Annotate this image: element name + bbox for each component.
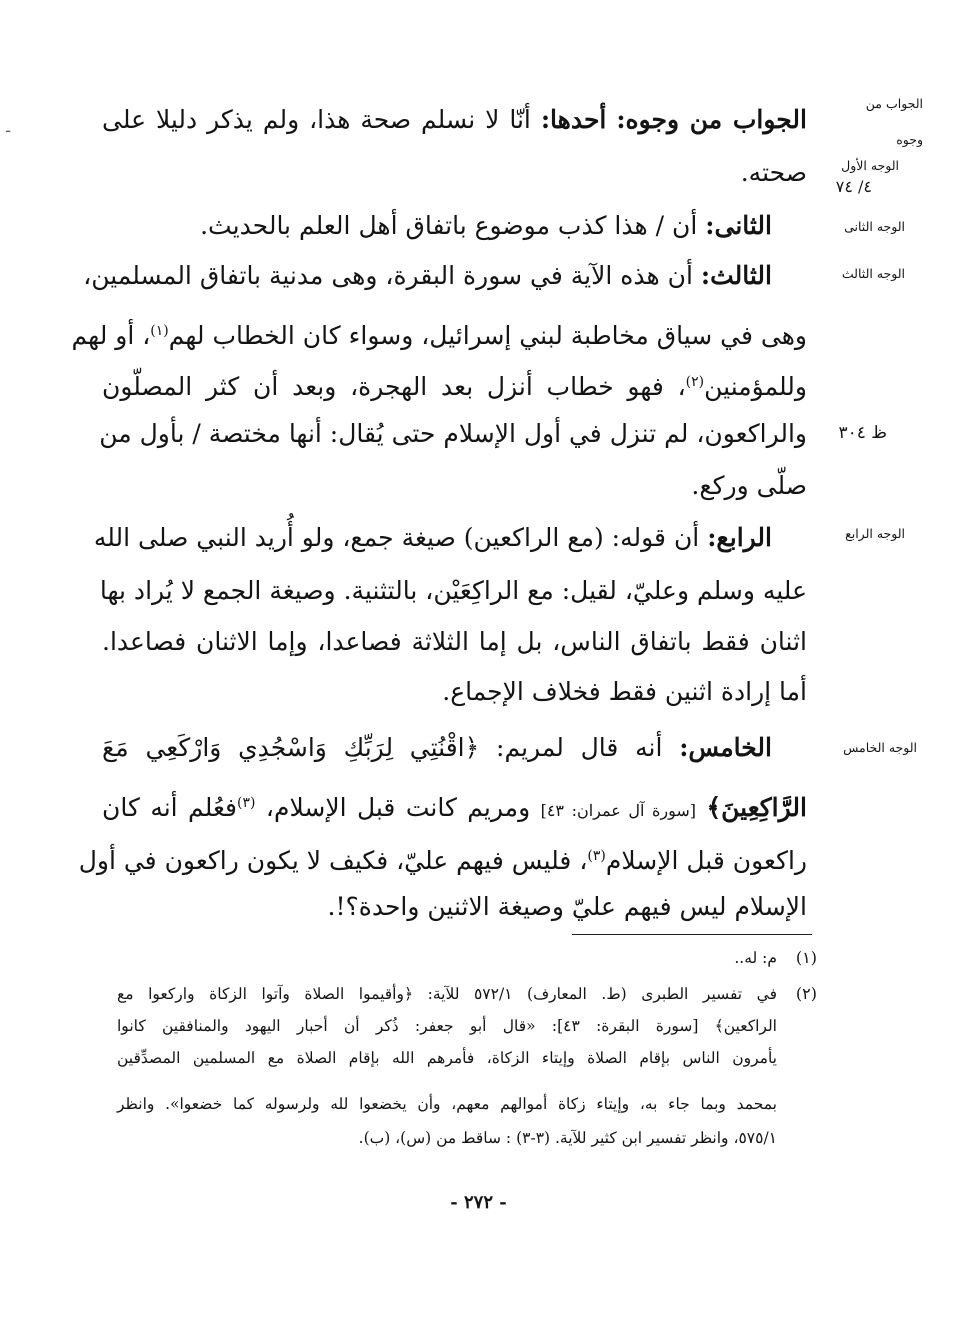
text-line-3: [102, 206, 772, 246]
footnote-ref-3-end[interactable]: (٣): [587, 848, 606, 864]
first-point-label: أحدها:: [540, 105, 607, 134]
footnote-2-line-1: في تفسير الطبرى (ط. المعارف) ٥٧٢/١ للآية: ﴿وأقيموا الصلاة وآتوا الزكاة واركعوا مع: [117, 985, 777, 1003]
footnote-1-text: م: له..: [734, 949, 777, 967]
text-span: أن هذه الآية في سورة البقرة، وهى مدنية باتفاق المسلمين،: [83, 261, 693, 290]
footnote-ref-1[interactable]: (١): [150, 323, 169, 339]
text-span: وللمؤمنين: [704, 372, 807, 401]
margin-page-ref-1: ٤/ ٧٤: [835, 177, 872, 196]
text-span: صلّى وركع.: [691, 471, 807, 500]
text-span: أنه قال لمريم: ﴿اقْنُتِي لِرَبِّكِ وَاسْجُدِي وَارْكَعِي مَعَ: [102, 733, 663, 762]
footnote-ref-2[interactable]: (٢): [685, 374, 705, 390]
text-span: وهى في سياق مخاطبة لبني إسرائيل، وسواء كان الخطاب لهم: [168, 321, 807, 350]
text-line-9: [93, 518, 772, 558]
text-line-12: [102, 672, 807, 712]
text-line-10: [99, 571, 807, 611]
scan-artifact: ـ: [6, 120, 11, 136]
footnote-2-line-3: يأمرون الناس بإقام الصلاة وإيتاء الزكاة، فأمرهم الله بإقام الصلاة مع المسلمين المصدِّقين: [117, 1049, 777, 1067]
margin-note-wujuh: وجوه: [896, 132, 923, 147]
margin-note-fifth: الوجه الخامس: [843, 740, 917, 755]
footnote-ref-3[interactable]: (٣): [237, 795, 256, 811]
text-line-14: [102, 783, 807, 831]
text-line-13: [102, 728, 772, 768]
text-line-7: [99, 414, 807, 454]
text-span: اثنان فقط باتفاق الناس، بل إما الثلاثة فصاعدا، وإما الاثنان فصاعدا.: [102, 627, 807, 656]
text-line-1: [102, 100, 807, 140]
footnote-2-line-4: بمحمد وبما جاء به، وإيتاء زكاة أموالهم معهم، وأن يخضعوا لله ولرسوله كما خضعوا». وانظر: [117, 1095, 777, 1113]
text-line-6: [102, 362, 807, 407]
margin-note-first: الوجه الأول: [841, 158, 899, 173]
text-span: صحته.: [740, 158, 807, 187]
footnote-2-number: (٢): [795, 984, 817, 1003]
text-line-8: [102, 466, 807, 506]
text-span: عليه وسلم وعليّ، لقيل: مع الراكِعَيْن، بالتثنية. وصيغة الجمع لا يُراد بها: [99, 576, 807, 605]
text-span: أن قوله: (مع الراكعين) صيغة جمع، ولو أُريد النبي صلى الله: [93, 523, 700, 552]
footnote-2-line-5: ٥٧٥/١، وانظر تفسير ابن كثير للآية. (٣-٣) : ساقط من (س)، (ب).: [358, 1129, 777, 1147]
margin-note-jawab: الجواب من: [865, 96, 923, 111]
text-span: ، فليس فيهم عليّ، فكيف لا يكون راكعون في أول: [78, 846, 588, 875]
text-line-4: [83, 256, 772, 296]
footnote-separator: [572, 934, 812, 935]
text-span: أما إرادة اثنين فقط فخلاف الإجماع.: [442, 677, 807, 706]
footnote-1-number: (١): [795, 948, 817, 967]
margin-page-ref-2: ظ ٣٠٤: [838, 423, 887, 443]
page-number: - ٢٧٢ -: [450, 1192, 507, 1213]
text-line-16: [102, 887, 807, 927]
text-span: راكعون قبل الإسلام: [605, 846, 807, 875]
footnote-2-line-2: الراكعين﴾ [سورة البقرة: ٤٣]: «قال أبو جعفر: ذُكر أن أحبار اليهود والمنافقين كانوا: [117, 1017, 777, 1035]
margin-note-third: الوجه الثالث: [841, 266, 905, 281]
text-span: فعُلم أنه كان: [102, 793, 237, 822]
text-line-5: [71, 311, 807, 356]
second-point-label: الثانى:: [705, 211, 772, 240]
text-span: ، فهو خطاب أنزل بعد الهجرة، وبعد أن كثر المصلّون: [102, 372, 686, 401]
quran-verse-end: الرَّاكِعِينَ﴾: [706, 793, 807, 822]
text-span: ومريم كانت قبل الإسلام،: [265, 793, 531, 822]
answer-heading: الجواب من وجوه:: [616, 105, 807, 134]
text-line-15: [78, 836, 807, 881]
text-span: أن / هذا كذب موضوع باتفاق أهل العلم بالحديث.: [200, 211, 698, 240]
margin-note-second: الوجه الثانى: [844, 219, 905, 234]
verse-reference: [سورة آل عمران: ٤٣]: [540, 801, 697, 820]
text-line-2: [102, 153, 807, 193]
text-span: أنّا لا نسلم صحة هذا، ولم يذكر دليلا على: [102, 105, 531, 134]
text-span: والراكعون، لم تنزل في أول الإسلام حتى يُقال: أنها مختصة / بأول من: [99, 419, 807, 448]
third-point-label: الثالث:: [700, 261, 772, 290]
margin-note-fourth: الوجه الرابع: [845, 526, 905, 541]
fifth-point-label: الخامس:: [679, 733, 772, 762]
fourth-point-label: الرابع:: [707, 523, 772, 552]
text-span: ، أو لهم: [71, 321, 151, 350]
text-span: الإسلام ليس فيهم عليّ وصيغة الاثنين واحدة؟!.: [327, 892, 807, 921]
text-line-11: [102, 622, 807, 662]
